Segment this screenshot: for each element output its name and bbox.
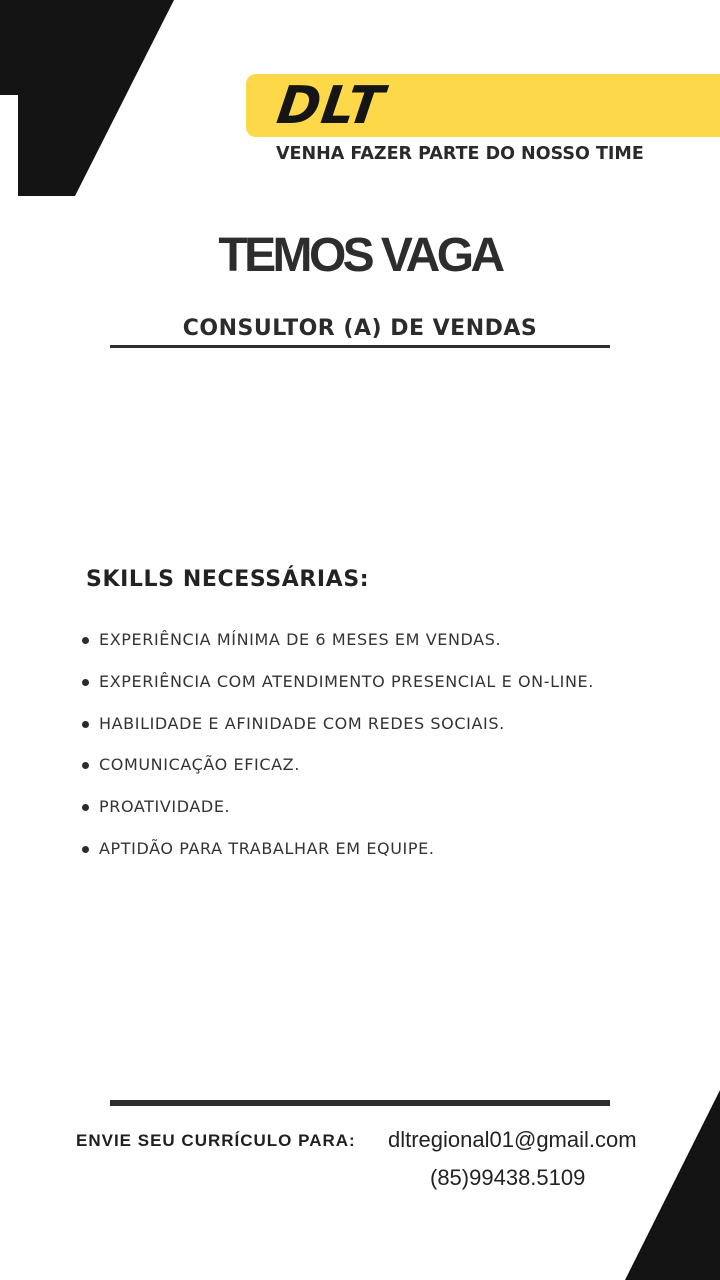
- skill-item: [78, 710, 594, 752]
- brand-logo: DLT: [273, 76, 389, 136]
- bullet-icon: [82, 804, 89, 811]
- divider-bottom: [110, 1100, 610, 1106]
- bullet-icon: [82, 846, 89, 853]
- skill-item: [78, 751, 594, 793]
- skill-item: [78, 793, 594, 835]
- bullet-icon: [82, 637, 89, 644]
- skills-heading: SKILLS NECESSÁRIAS:: [86, 567, 370, 592]
- skill-text: APTIDÃO PARA TRABALHAR EM EQUIPE.: [99, 838, 435, 858]
- job-title: CONSULTOR (A) DE VENDAS: [182, 316, 538, 341]
- contact-label: ENVIE SEU CURRÍCULO PARA:: [76, 1131, 356, 1150]
- skill-item: [78, 668, 594, 710]
- bullet-icon: [82, 762, 89, 769]
- skill-text: EXPERIÊNCIA COM ATENDIMENTO PRESENCIAL E ON-LINE.: [99, 671, 594, 691]
- skill-text: HABILIDADE E AFINIDADE COM REDES SOCIAIS.: [99, 713, 505, 733]
- headline: TEMOS VAGA: [218, 229, 502, 282]
- skill-item: [78, 835, 594, 877]
- corner-decoration: [0, 0, 180, 200]
- brand-tagline: VENHA FAZER PARTE DO NOSSO TIME: [276, 144, 644, 164]
- skill-item: [78, 626, 594, 668]
- divider-top: [110, 345, 610, 348]
- contact-phone[interactable]: (85)99438.5109: [430, 1165, 586, 1190]
- bullet-icon: [82, 721, 89, 728]
- bullet-icon: [82, 679, 89, 686]
- skill-text: PROATIVIDADE.: [99, 797, 231, 817]
- skill-text: COMUNICAÇÃO EFICAZ.: [99, 755, 300, 775]
- contact-email[interactable]: dltregional01@gmail.com: [388, 1127, 637, 1152]
- skill-text: EXPERIÊNCIA MÍNIMA DE 6 MESES EM VENDAS.: [99, 630, 502, 649]
- skills-list: [78, 626, 594, 877]
- bottom-corner-decoration: [620, 1090, 720, 1280]
